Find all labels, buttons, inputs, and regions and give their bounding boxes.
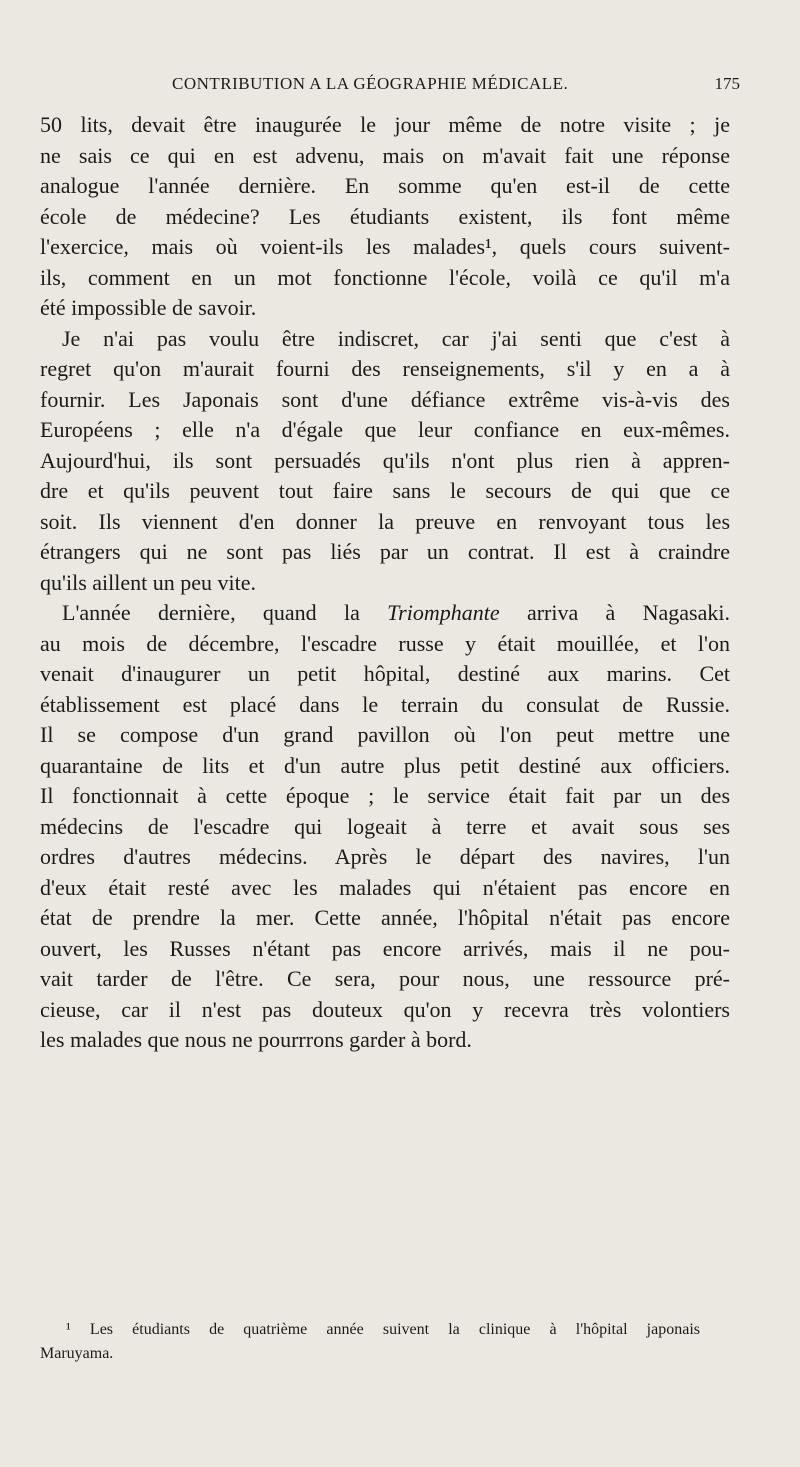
text-line: Européens ; elle n'a d'égale que leur confiance en eux-mêmes. xyxy=(40,417,730,442)
text-line: Je n'ai pas voulu être indiscret, car j'ai senti que c'est à xyxy=(62,325,730,351)
text-line: ouvert, les Russes n'étant pas encore arrivés, mais il ne pou- xyxy=(40,935,730,961)
text-line: Aujourd'hui, ils sont persuadés qu'ils n'ont plus rien à appren- xyxy=(40,447,730,473)
text-line: étrangers qui ne sont pas liés par un contrat. Il est à craindre xyxy=(40,539,730,564)
footnote xyxy=(40,1318,700,1366)
text-line: établissement est placé dans le terrain du consulat de Russie. xyxy=(40,691,730,717)
text-line: soit. Ils viennent d'en donner la preuve en renvoyant tous les xyxy=(40,508,730,534)
text-line: école de médecine? Les étudiants existent, ils font même xyxy=(40,203,730,229)
text-line: ils, comment en un mot fonctionne l'école, voilà ce qu'il m'a xyxy=(40,264,730,290)
footnote-line: Maruyama. xyxy=(40,1345,114,1362)
text-line: ne sais ce qui en est advenu, mais on m'avait fait une réponse xyxy=(40,142,730,168)
text-line: d'eux était resté avec les malades qui n'étaient pas encore en xyxy=(40,874,730,900)
text-line: ordres d'autres médecins. Après le départ des navires, l'un xyxy=(40,844,730,869)
text-line: Il fonctionnait à cette époque ; le service était fait par un des xyxy=(40,783,730,808)
text-line: regret qu'on m'aurait fourni des renseignements, s'il y en a à xyxy=(40,356,730,381)
text-line: état de prendre la mer. Cette année, l'hôpital n'était pas encore xyxy=(40,905,730,930)
footnote-line: ¹ Les étudiants de quatrième année suivent la clinique à l'hôpital japonais xyxy=(66,1321,700,1338)
text-line: l'exercice, mais où voient-ils les malades¹, quels cours suivent- xyxy=(40,234,730,259)
text-line: été impossible de savoir. xyxy=(40,295,257,320)
text-line: venait d'inaugurer un petit hôpital, destiné aux marins. Cet xyxy=(40,661,730,686)
text-line: quarantaine de lits et d'un autre plus petit destiné aux officiers. xyxy=(40,752,730,778)
page-number: 175 xyxy=(714,74,740,93)
text-line: au mois de décembre, l'escadre russe y était mouillée, et l'on xyxy=(40,630,730,656)
ship-name: Triomphante xyxy=(387,600,500,625)
body-text xyxy=(40,110,730,1056)
text-line: 50 lits, devait être inaugurée le jour même de notre visite ; je xyxy=(40,112,730,137)
page-header xyxy=(110,74,740,104)
running-title: CONTRIBUTION A LA GÉOGRAPHIE MÉDICALE. xyxy=(172,74,569,93)
text-line: cieuse, car il n'est pas douteux qu'on y recevra très volontiers xyxy=(40,996,730,1022)
text-line: dre et qu'ils peuvent tout faire sans le secours de qui que ce xyxy=(40,478,730,503)
text-line: qu'ils aillent un peu vite. xyxy=(40,569,256,595)
text-line: les malades que nous ne pourrrons garder à bord. xyxy=(40,1027,472,1052)
text-line: fournir. Les Japonais sont d'une défiance extrême vis-à-vis des xyxy=(40,386,730,412)
text-line: analogue l'année dernière. En somme qu'en est-il de cette xyxy=(40,173,730,198)
text-line: vait tarder de l'être. Ce sera, pour nous, une ressource pré- xyxy=(40,966,730,991)
text-line: médecins de l'escadre qui logeait à terre et avait sous ses xyxy=(40,813,730,839)
text-line: Il se compose d'un grand pavillon où l'on peut mettre une xyxy=(40,722,730,747)
text-line: L'année dernière, quand la Triomphante arriva à Nagasaki. xyxy=(62,600,730,625)
